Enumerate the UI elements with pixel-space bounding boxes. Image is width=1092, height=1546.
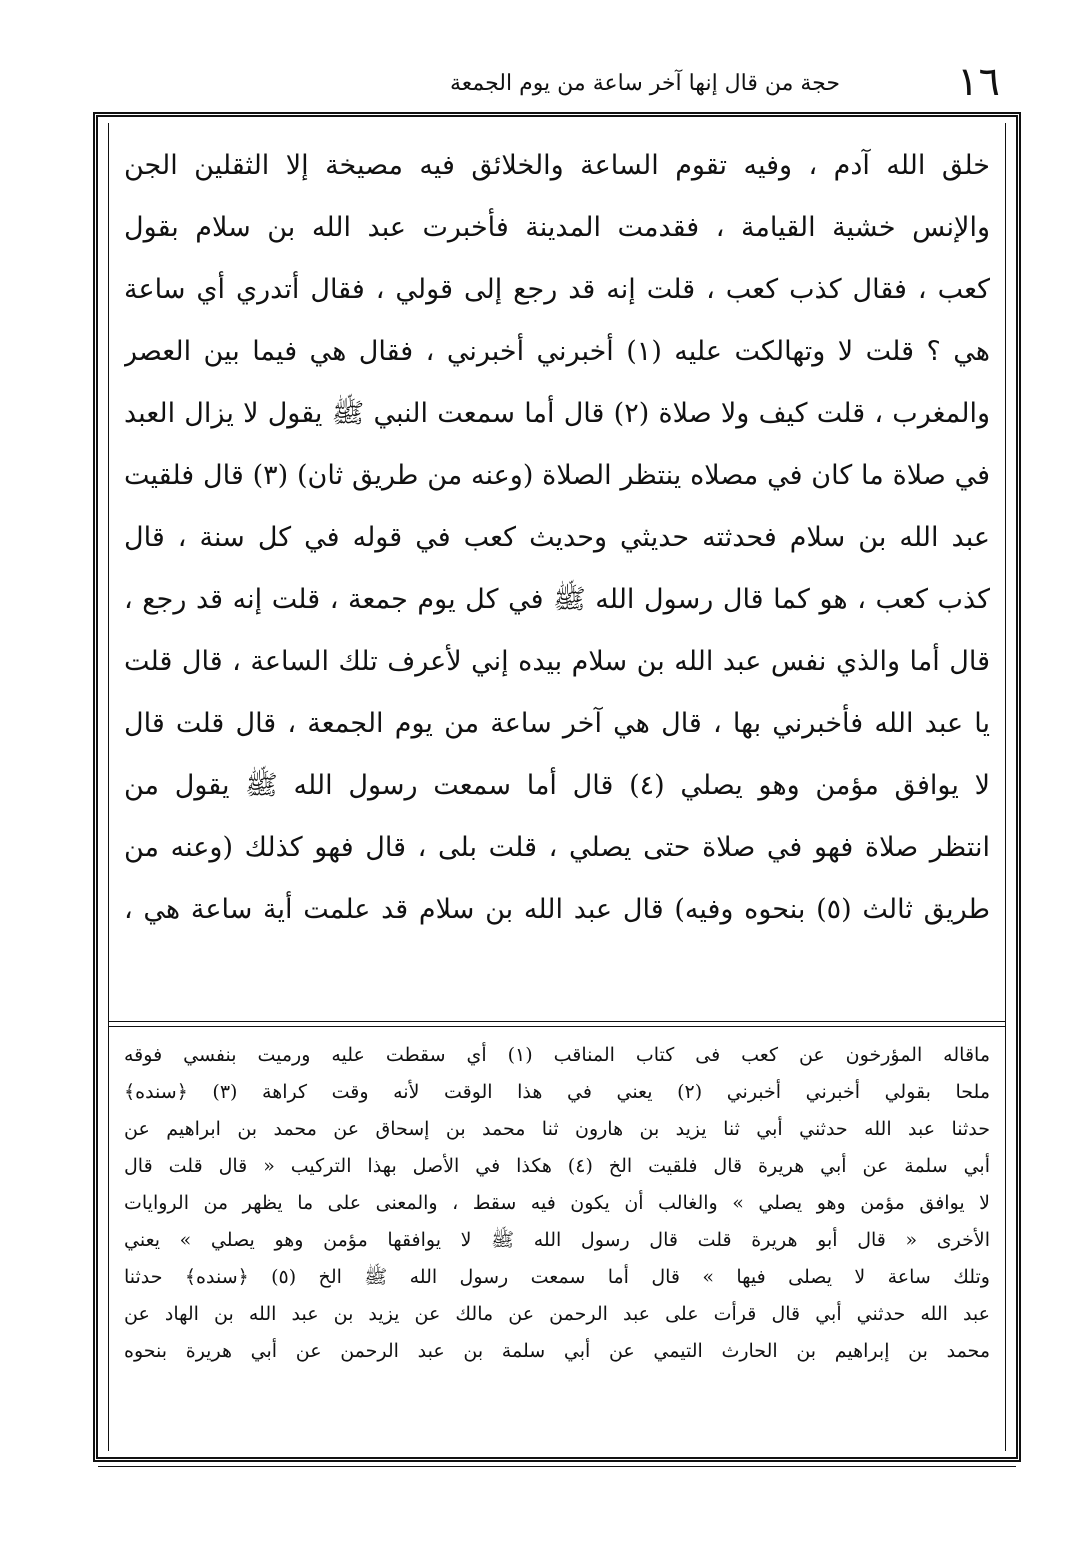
- footnotes: [124, 1037, 990, 1370]
- main-text-line: يا عبد الله فأخبرني بها ، قال هي آخر ساعة من يوم الجمعة ، قال قلت قال: [124, 708, 990, 739]
- footnote-line: الأخرى « قال أبو هريرة قلت قال رسول الله ﷺ لا يوافقها مؤمن وهو يصلي » يعني: [124, 1229, 990, 1251]
- footnote-line: أبي سلمة عن أبي هريرة قال فلقيت الخ (٤) هكذا في الأصل بهذا التركيب « قال قلت قال: [124, 1155, 990, 1177]
- main-text-line: كعب ، فقال كذب كعب ، قلت إنه قد رجع إلى قولي ، فقال أتدري أي ساعة: [124, 274, 990, 305]
- page-number: ١٦: [957, 59, 1000, 105]
- text-frame: [93, 112, 1021, 1462]
- footnote-line: ماقاله المؤرخون عن كعب فى كتاب المناقب (١) أي سقطت عليه ورميت بنفسي فوقه: [124, 1044, 990, 1066]
- main-text-line: خلق الله آدم ، وفيه تقوم الساعة والخلائق فيه مصيخة إلا الثقلين الجن: [124, 150, 990, 181]
- footnote-line: وتلك ساعة لا يصلى فيها » قال أما سمعت رسول الله ﷺ الخ (٥) ﴿سنده﴾ حدثنا: [124, 1266, 990, 1288]
- bottom-rule: [98, 1466, 1016, 1467]
- main-text-line: هي ؟ قلت لا وتهالكت عليه (١) أخبرني أخبرني ، فقال هي فيما بين العصر: [124, 336, 990, 367]
- main-text-line: كذب كعب ، هو كما قال رسول الله ﷺ في كل يوم جمعة ، قلت إنه قد رجع ،: [124, 584, 990, 615]
- running-title: حجة من قال إنها آخر ساعة من يوم الجمعة: [449, 71, 840, 96]
- main-text-line: انتظر صلاة فهو في صلاة حتى يصلي ، قلت بلى ، قال فهو كذلك (وعنه من: [124, 832, 990, 863]
- footnote-line: عبد الله حدثني أبي قال قرأت على عبد الرحمن عن مالك عن يزيد بن عبد الله بن الهاد عن: [124, 1303, 990, 1325]
- main-text-line: في صلاة ما كان في مصلاه ينتظر الصلاة (وعنه من طريق ثان) (٣) قال فلقيت: [124, 460, 990, 491]
- footnote-line: حدثنا عبد الله حدثني أبي ثنا يزيد بن هارون ثنا محمد بن إسحاق عن محمد بن ابراهيم عن: [124, 1118, 990, 1140]
- main-text-line: والمغرب ، قلت كيف ولا صلاة (٢) قال أما سمعت النبي ﷺ يقول لا يزال العبد: [124, 398, 990, 429]
- main-text-line: عبد الله بن سلام فحدثته حديثي وحديث كعب في قوله في كل سنة ، قال: [124, 522, 990, 553]
- main-text-line: لا يوافق مؤمن وهو يصلي (٤) قال أما سمعت رسول الله ﷺ يقول من: [124, 770, 990, 801]
- footnote-line: ملحا بقولي أخبرني أخبرني (٢) يعني في هذا الوقت لأنه وقت كراهة (٣) ﴿سنده﴾: [124, 1081, 990, 1103]
- main-text-line: قال أما والذي نفس عبد الله بن سلام بيده إني لأعرف تلك الساعة ، قال قلت: [124, 646, 990, 677]
- footnote-divider: [108, 1021, 1006, 1027]
- main-text-line: طريق ثالث (٥) بنحوه وفيه) قال عبد الله بن سلام قد علمت أية ساعة هي ،: [124, 894, 990, 925]
- main-text-line: والإنس خشية القيامة ، فقدمت المدينة فأخبرت عبد الله بن سلام بقول: [124, 212, 990, 243]
- footnote-line: لا يوافق مؤمن وهو يصلي » والغالب أن يكون فيه سقط ، والمعنى على ما يظهر من الروايات: [124, 1192, 990, 1214]
- footnote-line: محمد بن إبراهيم بن الحارث التيمي عن أبي سلمة بن عبد الرحمن عن أبي هريرة بنحوه: [124, 1340, 990, 1362]
- page-header: [100, 58, 1000, 106]
- main-text: [124, 135, 990, 941]
